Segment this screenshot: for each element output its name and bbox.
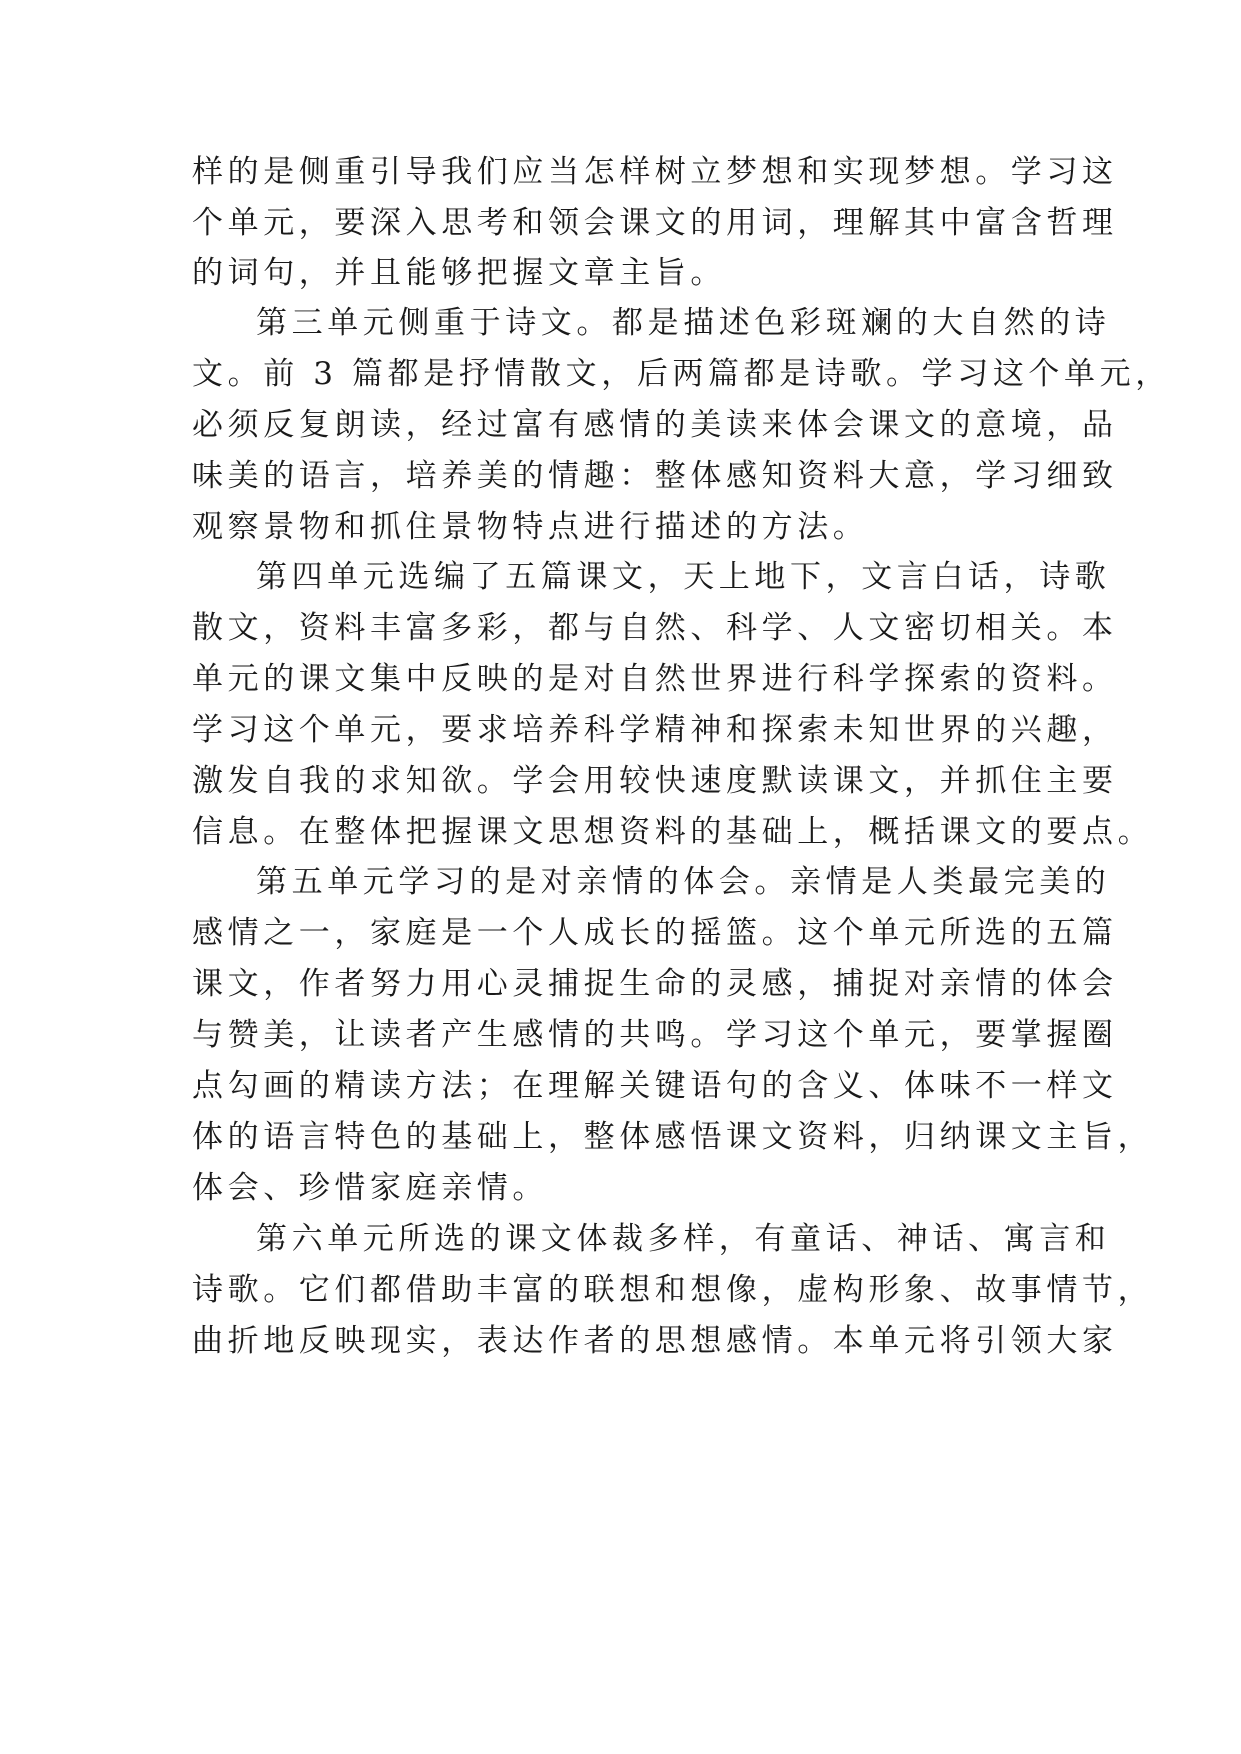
paragraph-start-unit-6: 第六单元所选的课文体裁多样，有童话、神话、寓言和: [256, 1221, 1111, 1257]
text-line: 激发自我的求知欲。学会用较快速度默读课文，并抓住主要: [192, 763, 1118, 799]
text-line: 课文，作者努力用心灵捕捉生命的灵感，捕捉对亲情的体会: [192, 966, 1118, 1002]
text-line: 点勾画的精读方法；在理解关键语句的含义、体味不一样文: [192, 1068, 1118, 1104]
text-line: 样的是侧重引导我们应当怎样树立梦想和实现梦想。学习这: [192, 154, 1118, 190]
text-line: 学习这个单元，要求培养科学精神和探索未知世界的兴趣，: [192, 712, 1118, 748]
text-line: 单元的课文集中反映的是对自然世界进行科学探索的资料。: [192, 661, 1118, 697]
text-line: 必须反复朗读，经过富有感情的美读来体会课文的意境，品: [192, 407, 1118, 443]
paragraph-start-unit-4: 第四单元选编了五篇课文，天上地下，文言白话，诗歌: [256, 559, 1111, 595]
text-line: 体会、珍惜家庭亲情。: [192, 1170, 548, 1206]
text-line: 观察景物和抓住景物特点进行描述的方法。: [192, 509, 869, 545]
text-line: 散文，资料丰富多彩，都与自然、科学、人文密切相关。本: [192, 610, 1118, 646]
text-line: 味美的语言，培养美的情趣：整体感知资料大意，学习细致: [192, 458, 1118, 494]
text-line: 的词句，并且能够把握文章主旨。: [192, 255, 726, 291]
text-line: 文。前 3 篇都是抒情散文，后两篇都是诗歌。学习这个单元，: [192, 356, 1171, 392]
text-line: 个单元，要深入思考和领会课文的用词，理解其中富含哲理: [192, 205, 1118, 241]
text-line: 诗歌。它们都借助丰富的联想和想像，虚构形象、故事情节，: [192, 1272, 1154, 1308]
text-line: 感情之一，家庭是一个人成长的摇篮。这个单元所选的五篇: [192, 915, 1118, 951]
text-line: 体的语言特色的基础上，整体感悟课文资料，归纳课文主旨，: [192, 1119, 1154, 1155]
text-line: 与赞美，让读者产生感情的共鸣。学习这个单元，要掌握圈: [192, 1017, 1118, 1053]
text-line: 信息。在整体把握课文思想资料的基础上，概括课文的要点。: [192, 814, 1154, 850]
paragraph-start-unit-5: 第五单元学习的是对亲情的体会。亲情是人类最完美的: [256, 864, 1111, 900]
text-line: 曲折地反映现实，表达作者的思想感情。本单元将引领大家: [192, 1323, 1118, 1359]
paragraph-start-unit-3: 第三单元侧重于诗文。都是描述色彩斑斓的大自然的诗: [256, 305, 1111, 341]
